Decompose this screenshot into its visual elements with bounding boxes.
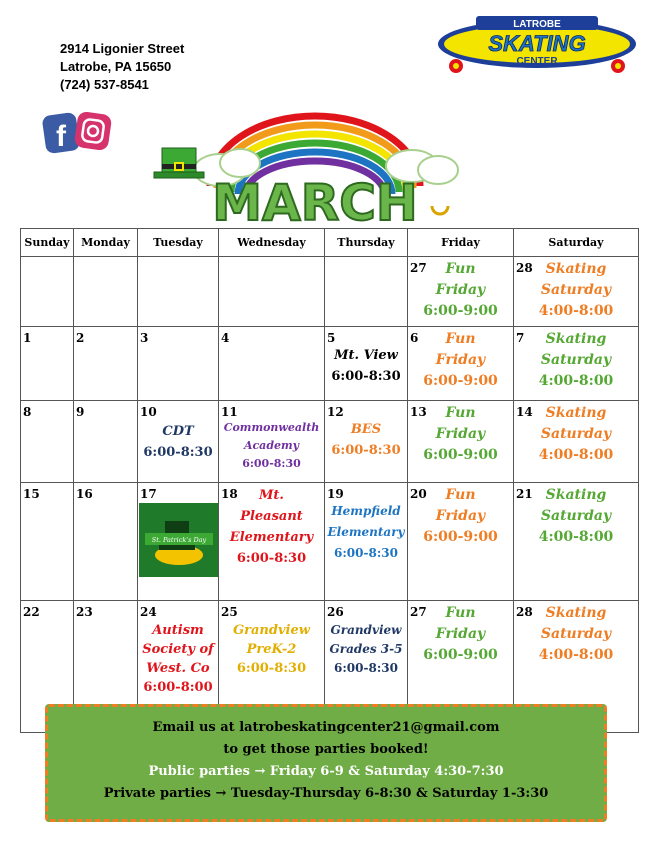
day-cell-mon-9: [74, 401, 138, 483]
event-time: 6:00-8:30: [334, 661, 398, 675]
event-line: Skating: [545, 487, 607, 503]
event-line: BES: [350, 422, 382, 437]
day-cell-sat-21: [514, 483, 639, 601]
day-cell-wed-11: [219, 401, 325, 483]
event-skating-saturday: [514, 485, 638, 548]
day-number: 8: [23, 405, 32, 419]
address-block: [60, 40, 184, 94]
event-skating-saturday: [514, 329, 638, 392]
day-cell-thu-12: [325, 401, 408, 483]
event-line: Fun: [445, 405, 476, 421]
skating-center-logo: [436, 14, 638, 76]
day-cell-sat-7: [514, 327, 639, 401]
event-line: Pleasant: [240, 509, 303, 524]
event-line: Commonwealth: [223, 421, 320, 434]
event-grandview-prek-2: [219, 621, 324, 678]
event-time: 4:00-8:00: [538, 529, 614, 545]
instagram-icon[interactable]: [74, 111, 113, 151]
day-number: 9: [76, 405, 85, 419]
event-time: 6:00-9:00: [423, 303, 498, 319]
empty-cell: [325, 257, 408, 327]
day-number: 10: [140, 405, 157, 419]
day-number: 26: [327, 605, 344, 619]
event-line: Saturday: [540, 426, 612, 442]
event-line: Elementary: [229, 530, 314, 545]
week-row-1: [21, 257, 639, 327]
private-parties-line: Private parties → Tuesday-Thursday 6-8:30 & Saturday 1-3:30: [103, 786, 549, 801]
day-number: 5: [327, 331, 336, 345]
event-line: Skating: [545, 405, 607, 421]
weekday-saturday: Saturday: [514, 229, 639, 257]
day-cell-wed-4: [219, 327, 325, 401]
event-commonwealth-academy: [219, 419, 324, 473]
public-parties-line: Public parties → Friday 6-9 & Saturday 4:30-7:30: [148, 764, 504, 779]
week-row-4: [21, 483, 639, 601]
day-number: 11: [221, 405, 238, 419]
weekday-header-row: [21, 229, 639, 257]
event-time: 6:00-8:30: [236, 551, 307, 566]
weekday-monday: Monday: [74, 229, 138, 257]
svg-text:f: f: [56, 120, 66, 153]
day-number: 2: [76, 331, 85, 345]
empty-cell: [74, 257, 138, 327]
event-line: Skating: [545, 261, 607, 277]
day-cell-thu-19: [325, 483, 408, 601]
day-number: 16: [76, 487, 93, 501]
day-number: 6: [410, 331, 419, 345]
horseshoe-icon: [432, 206, 448, 214]
event-skating-saturday: [514, 403, 638, 466]
street-address: 2914 Ligonier Street: [60, 41, 185, 56]
day-number: 1: [23, 331, 32, 345]
day-number: 3: [140, 331, 149, 345]
event-line: Saturday: [540, 282, 612, 298]
event-line: Grades 3-5: [329, 642, 403, 656]
logo-bottom-text: CENTER: [516, 56, 558, 67]
event-line: Saturday: [540, 508, 612, 524]
event-time: 6:00-8:00: [143, 680, 213, 695]
city-state-zip: Latrobe, PA 15650: [60, 59, 172, 74]
day-number: 12: [327, 405, 344, 419]
event-time: 4:00-8:00: [538, 373, 614, 389]
day-number: 27: [410, 261, 427, 275]
day-number: 25: [221, 605, 238, 619]
day-cell-fri-20: [408, 483, 514, 601]
event-line: Society of: [142, 642, 214, 657]
event-line: Saturday: [540, 352, 612, 368]
event-line: Mt. View: [334, 348, 398, 363]
st-patricks-day-image: [139, 503, 218, 577]
week-row-2: [21, 327, 639, 401]
day-number: 21: [516, 487, 533, 501]
day-cell-mon-16: [74, 483, 138, 601]
day-cell-fri-6: [408, 327, 514, 401]
day-number: 28: [516, 261, 533, 275]
empty-cell: [219, 257, 325, 327]
event-line: Fun: [445, 261, 476, 277]
weekday-friday: Friday: [408, 229, 514, 257]
weekday-thursday: Thursday: [325, 229, 408, 257]
day-number: 22: [23, 605, 40, 619]
event-line: PreK-2: [246, 642, 297, 657]
day-number: 23: [76, 605, 93, 619]
event-line: Friday: [435, 626, 486, 642]
event-time: 4:00-8:00: [538, 447, 614, 463]
day-cell-wed-18: [219, 483, 325, 601]
event-time: 6:00-9:00: [423, 647, 498, 663]
event-time: 6:00-8:30: [331, 443, 401, 458]
day-cell-tue-10: [138, 401, 219, 483]
event-fun-friday: [408, 259, 513, 322]
day-cell-thu-5: [325, 327, 408, 401]
event-fun-friday: [408, 485, 513, 548]
event-line: Grandview: [330, 623, 402, 637]
empty-cell: [21, 257, 74, 327]
day-number: 4: [221, 331, 230, 345]
event-bes: [325, 419, 407, 461]
day-number: 14: [516, 405, 533, 419]
event-fun-friday: [408, 403, 513, 466]
event-fun-friday: [408, 603, 513, 666]
event-line: West. Co: [146, 661, 210, 676]
day-cell-tue-3: [138, 327, 219, 401]
event-line: Fun: [445, 331, 476, 347]
event-time: 4:00-8:00: [538, 303, 614, 319]
event-time: 6:00-8:30: [236, 661, 307, 676]
day-number: 27: [410, 605, 427, 619]
event-time: 4:00-8:00: [538, 647, 614, 663]
phone-number: (724) 537-8541: [60, 77, 149, 92]
day-number: 24: [140, 605, 157, 619]
day-cell-sun-1: [21, 327, 74, 401]
weekday-sunday: Sunday: [21, 229, 74, 257]
event-line: Fun: [445, 605, 476, 621]
party-booking-box: [45, 704, 607, 822]
event-line: Fun: [445, 487, 476, 503]
day-number: 20: [410, 487, 427, 501]
calendar-table: [20, 228, 639, 733]
day-number: 19: [327, 487, 344, 501]
email-line: Email us at latrobeskatingcenter21@gmail.com: [152, 720, 500, 735]
leprechaun-hat-icon: [154, 148, 204, 178]
banner-title: MARCH: [212, 174, 418, 228]
event-line: Hempfield: [331, 504, 401, 518]
st-patricks-day-label: St. Patrick's Day: [151, 536, 207, 544]
event-line: Skating: [545, 605, 607, 621]
logo-middle-text: SKATING: [488, 31, 586, 56]
event-autism-society: [138, 621, 218, 697]
weekday-tuesday: Tuesday: [138, 229, 219, 257]
event-time: 6:00-8:30: [334, 546, 398, 560]
day-cell-fri-27: [408, 257, 514, 327]
event-line: Elementary: [327, 525, 405, 539]
event-time: 6:00-9:00: [423, 447, 498, 463]
facebook-icon[interactable]: [42, 112, 80, 154]
day-number: 7: [516, 331, 525, 345]
event-time: 6:00-8:30: [242, 457, 301, 470]
social-icons: [42, 110, 114, 156]
event-cdt: [138, 421, 218, 463]
event-fun-friday: [408, 329, 513, 392]
event-time: 6:00-9:00: [423, 373, 498, 389]
event-mt-view: [325, 345, 407, 387]
event-line: Academy: [243, 439, 300, 452]
week-row-3: [21, 401, 639, 483]
empty-cell: [138, 257, 219, 327]
logo-top-text: LATROBE: [513, 19, 561, 30]
event-hempfield-elementary: [325, 501, 407, 564]
day-cell-sun-15: [21, 483, 74, 601]
event-skating-saturday: [514, 603, 638, 666]
event-line: Saturday: [540, 626, 612, 642]
event-line: Friday: [435, 282, 486, 298]
day-number: 18: [221, 487, 238, 501]
event-line: Friday: [435, 508, 486, 524]
event-time: 6:00-8:30: [143, 445, 213, 460]
event-grandview-grades-3-5: [325, 621, 407, 678]
event-time: 6:00-9:00: [423, 529, 498, 545]
event-line: CDT: [162, 424, 194, 439]
event-mt-pleasant-elementary: [219, 485, 324, 569]
event-line: Friday: [435, 426, 486, 442]
day-number: 13: [410, 405, 427, 419]
day-cell-tue-17: [138, 483, 219, 601]
event-line: Grandview: [233, 623, 310, 638]
day-cell-mon-2: [74, 327, 138, 401]
event-line: Mt.: [259, 488, 284, 503]
day-cell-sun-8: [21, 401, 74, 483]
event-time: 6:00-8:30: [331, 369, 401, 384]
weekday-wednesday: Wednesday: [219, 229, 325, 257]
day-number: 15: [23, 487, 40, 501]
march-banner: [150, 108, 480, 228]
day-number: 17: [140, 487, 157, 501]
booking-line: to get those parties booked!: [223, 742, 429, 757]
day-cell-fri-13: [408, 401, 514, 483]
event-skating-saturday: [514, 259, 638, 322]
day-cell-sat-28: [514, 257, 639, 327]
event-line: Autism: [152, 623, 204, 638]
event-line: Skating: [545, 331, 607, 347]
event-line: Friday: [435, 352, 486, 368]
day-cell-sat-14: [514, 401, 639, 483]
day-number: 28: [516, 605, 533, 619]
